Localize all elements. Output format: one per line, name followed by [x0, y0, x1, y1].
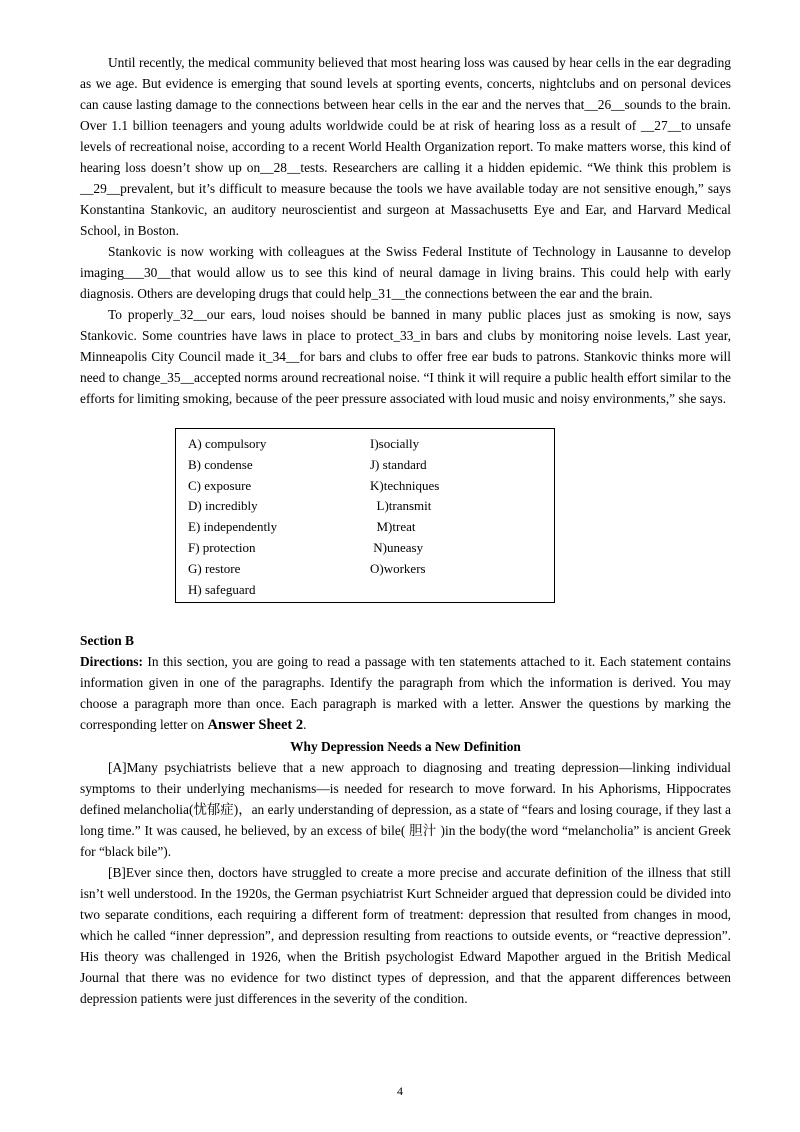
directions-text: In this section, you are going to read a passage with ten statements attached to it. Each statement contains information given in one of the paragraphs. Identify the paragraph from which the information is derived. You may choose a paragraph more than once. Each paragraph is marked with a letter. Answer the questions by marking the corresponding letter on — [80, 654, 731, 733]
directions-label: Directions: — [80, 654, 143, 670]
directions — [80, 651, 731, 736]
answer-sheet-label: Answer Sheet 2 — [207, 717, 304, 734]
word-option: B) condense — [188, 456, 253, 472]
word-option: L)transmit — [370, 498, 432, 514]
word-option: C) exposure — [188, 477, 252, 493]
word-bank-row — [188, 517, 554, 538]
section-heading: Section B — [80, 633, 134, 649]
essay-paragraph-a: [A]Many psychiatrists believe that a new approach to diagnosing and treating depression—linking individual symptoms to their underlying mechanisms—is needed for research to move forward. In his Aphorisms, Hippocrates defined melancholia(忧郁症)，an early understanding of depression, as a state of “fears and losing courage, if they last a long time.” It was caused, he believed, by an excess of bile( 胆汁 )in the body(the word “melancholia” is ancient Greek for “black bile”). — [80, 760, 731, 860]
word-option: G) restore — [188, 560, 241, 576]
word-option: E) independently — [188, 519, 278, 535]
word-bank-row — [188, 559, 554, 580]
essay-paragraph-b: [B]Ever since then, doctors have struggled to create a more precise and accurate definition of the illness that still isn’t well understood. In the 1920s, the German psychiatrist Kurt Schneider argued that depression could be divided into two separate conditions, each requiring a different form of treatment: depression that resulted from changes in mood, which he called “inner depression”, and depression resulting from reactions to outside events, or “reactive depression”. His theory was challenged in 1926, when the British psychologist Edward Mapother argued in the British Medical Journal that there was no evidence for two distinct types of depression, and that the apparent differences between depression patients were just differences in the severity of the condition. — [80, 865, 731, 1007]
word-option: N)uneasy — [370, 539, 424, 555]
page-number: 4 — [397, 1084, 403, 1098]
word-option: F) protection — [188, 539, 256, 555]
word-option: H) safeguard — [188, 581, 256, 597]
word-bank-row — [188, 434, 554, 455]
word-option: K)techniques — [370, 477, 440, 493]
word-bank-box — [175, 428, 555, 603]
word-option — [370, 580, 554, 601]
word-option: M)treat — [370, 519, 416, 535]
passage-paragraph-3: To properly_32__our ears, loud noises should be banned in many public places just as smoking is now, says Stankovic. Some countries have laws in place to protect_33_in bars and clubs by monitoring noise levels. Last year, Minneapolis City Council made it_34__for bars and clubs to offer free ear buds to patrons. Stankovic thinks more will need to change_35__accepted norms around recreational noise. “I think it will require a public health effort similar to the efforts for limiting smoking, because of the peer pressure associated with loud music and noisy environments,” she says. — [80, 307, 731, 406]
word-bank-row — [188, 538, 554, 559]
passage-paragraph-2: Stankovic is now working with colleagues at the Swiss Federal Institute of Technology in Lausanne to develop imaging___30__that would allow us to see this kind of neural damage in living brains. This could help with early diagnosis. Others are developing drugs that could help_31__the connections between the ear and the brain. — [80, 244, 731, 301]
word-bank-row — [188, 496, 554, 517]
word-option: A) compulsory — [188, 436, 267, 451]
directions-end: . — [303, 717, 307, 733]
word-option: J) standard — [370, 456, 427, 472]
word-option: O)workers — [370, 560, 426, 576]
word-option: I)socially — [370, 436, 420, 451]
essay-title: Why Depression Needs a New Definition — [290, 739, 521, 755]
word-option: D) incredibly — [188, 498, 258, 514]
passage-paragraph-1: Until recently, the medical community believed that most hearing loss was caused by hear cells in the ear degrading as we age. But evidence is emerging that sound levels at sporting events, concerts, nightclubs and on personal devices can cause lasting damage to the connections between hear cells in the ear and the nerves that__26__sounds to the brain. Over 1.1 billion teenagers and young adults worldwide could be at risk of hearing loss as a result of __27__to unsafe levels of recreational noise, according to a recent World Health Organization report. To make matters worse, this kind of hearing loss doesn’t show up on__28__tests. Researchers are calling it a hidden epidemic. “We think this problem is __29__prevalent, but it’s difficult to measure because the tools we have available today are not sensitive enough,” says Konstantina Stankovic, an auditory neuroscientist and surgeon at Massachusetts Eye and Ear, and Harvard Medical School, in Boston. — [80, 55, 731, 238]
word-bank-row — [188, 476, 554, 497]
word-bank-row — [188, 580, 554, 601]
word-bank-row — [188, 455, 554, 476]
page-content — [80, 52, 731, 1009]
